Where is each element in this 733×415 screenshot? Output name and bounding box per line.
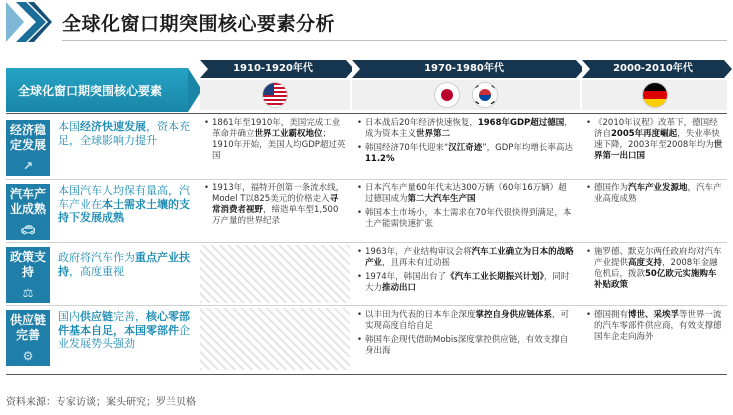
- bullet-text: 掌控自身供应链体系: [475, 310, 553, 320]
- bullet-text: 世界第一出口国: [594, 140, 723, 161]
- bullet-text: 《2010年议程》改革下，德国经济自: [594, 118, 718, 139]
- japan-flag-icon: [435, 83, 459, 107]
- car-icon: 🚗︎: [20, 223, 36, 237]
- bullet-text: ，汽车产业高度成熟: [594, 183, 722, 204]
- cell-r0-c2: [586, 118, 724, 165]
- category-supply-chain: [6, 310, 50, 366]
- bullet-item: [586, 183, 724, 205]
- bullet-text: 德国作为: [594, 183, 629, 193]
- category-label: 供应链完善: [9, 313, 46, 342]
- cell-r2-c2: [586, 247, 724, 294]
- empty-cell-hatch: [200, 245, 350, 303]
- era-header: 2000-2010年代: [582, 60, 724, 78]
- bullet-text: 1963年，产业结构审议会将: [365, 247, 472, 257]
- summary-text: 企业发展势头强劲: [58, 323, 190, 350]
- bullet-text: ，同时大力: [365, 272, 570, 293]
- economy-icon: ↗: [22, 159, 34, 173]
- bullet-text: 博世、采埃孚: [628, 310, 680, 320]
- bullet-text: 施罗德、默克尔两任政府均对汽车产业提供: [594, 247, 722, 268]
- summary-auto-industry: [58, 184, 194, 225]
- title-divider: [62, 40, 727, 41]
- cell-r1-c2: [586, 183, 724, 208]
- bullet-text: ”，GDP年均增长率高达: [482, 143, 573, 153]
- bullet-text: ，2008年金融危机后，拨款: [594, 258, 718, 279]
- bullet-item: [357, 143, 575, 165]
- category-economy: [6, 120, 50, 176]
- bullet-text: 1968年GDP超过德国: [477, 118, 565, 128]
- bullet-item: [586, 247, 724, 291]
- summary-text: 完善，: [113, 310, 146, 323]
- bullet-text: 高度支持: [628, 258, 663, 268]
- bullet-text: 汉江奇迹: [448, 143, 483, 153]
- summary-text: 本土需求土壤的支持下发展成熟: [58, 197, 190, 224]
- category-auto-industry: [6, 184, 50, 240]
- row-divider: [6, 242, 727, 243]
- flag-area: [200, 80, 350, 110]
- bullet-item: [586, 310, 724, 343]
- era-header: 1970-1980年代: [352, 60, 576, 78]
- bullet-text: 《汽车工业长期振兴计划》: [446, 272, 544, 282]
- bullet-item: [204, 118, 346, 162]
- cell-r0-c0: [204, 118, 346, 165]
- flag-area: [352, 80, 580, 110]
- bullet-text: 50亿欧元实施购车补贴政策: [594, 269, 717, 290]
- source-note: 资料来源：专家访谈；案头研究；罗兰贝格: [6, 397, 196, 408]
- row-divider: [6, 179, 727, 180]
- row-divider: [6, 305, 727, 306]
- corner-label: 全球化窗口期突围核心要素: [6, 68, 188, 112]
- bullet-text: ，可实现高度自给自足: [365, 310, 570, 331]
- bullet-item: [357, 335, 575, 357]
- bullet-text: ，成为资本主义: [365, 118, 573, 139]
- summary-economy: [58, 120, 194, 147]
- cell-r3-c2: [586, 310, 724, 346]
- bullet-text: ，失业率快速下降，2003年至2008年均为: [594, 129, 720, 150]
- bullet-text: 1974年，韩国出台了: [365, 272, 447, 282]
- category-policy: [6, 247, 50, 303]
- category-label: 经济稳定发展: [9, 123, 46, 152]
- row-divider: [6, 113, 727, 114]
- bullet-item: [357, 310, 575, 332]
- bullet-text: 世界工业霸权地位: [254, 129, 323, 139]
- bullet-text: 1861年至1910年，美国完成工业革命并确立: [212, 118, 341, 139]
- bullet-text: 德国拥有: [594, 310, 629, 320]
- empty-cell-hatch: [200, 308, 350, 370]
- category-label: 汽车产业成熟: [9, 187, 46, 216]
- summary-text: 政府将汽车作为: [58, 251, 135, 264]
- bullet-text: 汽车工业确立为日本的战略产业: [365, 247, 574, 268]
- bullet-item: [357, 183, 575, 205]
- cell-r1-c1: [357, 183, 575, 233]
- cell-r1-c0: [204, 183, 346, 230]
- summary-policy: [58, 251, 194, 278]
- cell-r2-c1: [357, 247, 575, 297]
- bullet-text: 韩国车企现代借助Mobis深度掌控供应链，有效支撑自身出海: [365, 335, 569, 356]
- bullet-item: [357, 208, 575, 230]
- us-flag-icon: [263, 83, 287, 107]
- bullet-text: 2005年再度崛起: [611, 129, 678, 139]
- summary-text: 核心零部件基本自足，本国零部件: [58, 310, 190, 337]
- bullet-text: 日本汽车产量60年代末达300万辆（60年16万辆）超过德国成为: [365, 183, 567, 204]
- bullet-text: 韩国本土市场小，本土需求在70年代很快得到满足，本土产能需快速扩张: [365, 208, 572, 229]
- summary-text: 国内: [58, 310, 80, 323]
- bullet-item: [357, 272, 575, 294]
- bullet-text: 以丰田为代表的日本车企深度: [365, 310, 476, 320]
- summary-text: ，高度重视: [69, 264, 124, 278]
- bullet-text: 寻常消费者视野: [212, 194, 339, 215]
- cell-r3-c1: [357, 310, 575, 360]
- bullet-item: [357, 118, 575, 140]
- bullet-text: 日本战后20年经济快速恢复，: [365, 118, 478, 128]
- bullet-item: [357, 247, 575, 269]
- summary-text: 重点产业扶持: [58, 251, 190, 278]
- korea-flag-icon: [473, 83, 497, 107]
- era-header: 1910-1920年代: [200, 60, 346, 78]
- bullet-item: [204, 183, 346, 227]
- bullet-text: ，且再未有过动摇: [382, 258, 451, 268]
- logo-icon: [6, 2, 52, 42]
- flag-area: [582, 80, 727, 110]
- category-label: 政策支持: [9, 250, 46, 279]
- page-title: 全球化窗口期突围核心要素分析: [62, 13, 336, 35]
- supply-chain-icon: ⚙: [22, 349, 34, 363]
- germany-flag-icon: [643, 83, 667, 107]
- summary-text: 本国汽车人均保有量高，汽车产业在: [58, 184, 190, 211]
- row-divider: [6, 374, 727, 375]
- policy-icon: ⚖: [22, 286, 34, 300]
- summary-text: 供应链: [80, 310, 113, 323]
- summary-supply-chain: [58, 310, 194, 351]
- bullet-text: 第二大汽车生产国: [407, 194, 476, 204]
- bullet-text: 推动出口: [382, 283, 417, 293]
- bullet-text: 世界第二: [416, 129, 451, 139]
- summary-text: ，资本充足，全球影响力提升: [58, 120, 190, 147]
- bullet-text: 等世界一流的汽车零部件供应商，有效支撑德国车企走向海外: [594, 310, 722, 342]
- bullet-text: 11.2%: [365, 154, 395, 164]
- bullet-text: 汽车产业发源地: [628, 183, 688, 193]
- cell-r0-c1: [357, 118, 575, 168]
- bullet-text: ；1910年开始，美国人均GDP超过英国: [212, 129, 346, 161]
- summary-text: 本国: [58, 120, 80, 133]
- summary-text: 经济快速发展: [80, 120, 146, 133]
- bullet-text: 1913年，福特开创第一条流水线，Model T以825美元的价格走入: [212, 183, 345, 204]
- bullet-item: [586, 118, 724, 162]
- bullet-text: ，缔造单车型1,500万产量的世界纪录: [212, 205, 339, 226]
- bullet-text: 韩国经济70年代迎来“: [365, 143, 449, 153]
